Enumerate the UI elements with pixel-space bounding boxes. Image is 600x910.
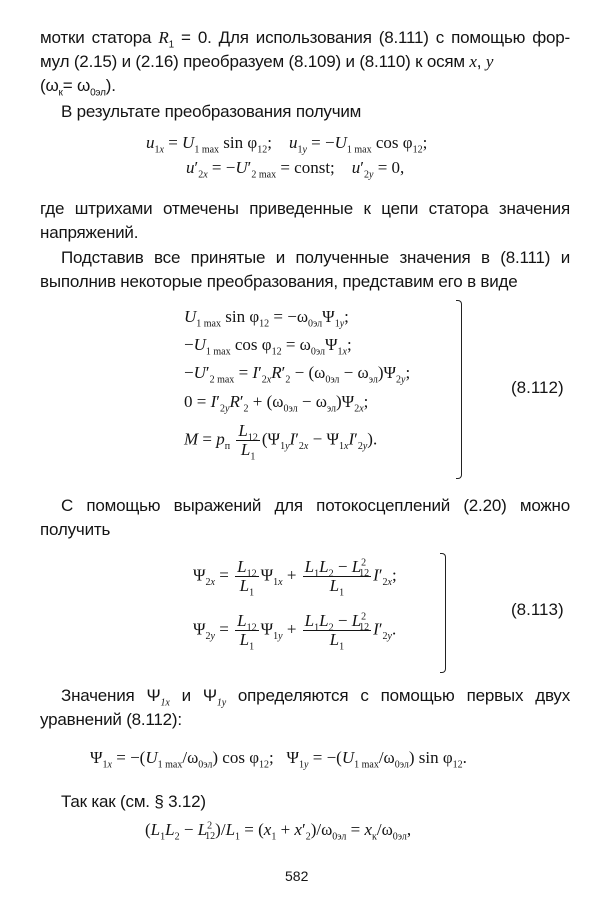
paragraph-since: Так как (см. § 3.12) — [61, 792, 206, 811]
right-brace — [440, 553, 446, 673]
equation-reactance: $(L_1L_2 - L^2_{12})/L_1 = (x_1 + x'_2)/\omega_{0эл} = x_к/\omega_{0эл}$, — [145, 820, 412, 843]
eq-8-112-line1: $U_{1 max}$ $\sin \varphi_{12} = -\omega_{0эл}\Psi_{1y}$; — [184, 307, 349, 330]
right-brace — [456, 300, 462, 479]
paragraph-primes: где штрихами отмечены приведенные к цепи статора значения напряжений. — [40, 199, 570, 242]
paragraph-intro: мотки статора $R_1 = 0$. Для использования (8.111) с помощью фор-мул (2.15) и (2.16) преобразуем (8.109) и (8.110) к осям x, y $(\omega_к= \omega_{0эл})$. — [40, 28, 571, 99]
paragraph-psi-values: Значения $\Psi_{1x}$ и $\Psi_{1y}$ определяются с помощью первых двух уравнений (8.112): — [40, 686, 571, 729]
eq-8-112-line3: $-U'_{2 max} = I'_{2x}R'_2 - (\omega_{0эл} - \omega_{эл})\Psi_{2y}$; — [184, 363, 411, 386]
eq-8-112-line5: $M = p_п$ $\frac{L_{12}}{L_1}$ $(\Psi_{1y}I'_{2x} - \Psi_{1x}I'_{2y})$. — [184, 421, 378, 463]
paragraph-result: В результате преобразования получим — [61, 102, 362, 121]
equation-voltages-line2: $u'_{2x} = -U'_{2 max}$ = const; $u'_{2y} = 0$, — [186, 158, 405, 181]
equation-number-8-113: (8.113) — [511, 600, 564, 619]
equation-voltages-line1: $u_{1x} = U_{1 max}$ $\sin \varphi_{12}$; $u_{1y} = -U_{1 max}$ $\cos \varphi_{12}$; — [146, 133, 428, 156]
equation-psi1: $\Psi_{1x} = -(U_{1 max}/\omega_{0эл})$ $\cos \varphi_{12}$; $\Psi_{1y} = -(U_{1 max}/\omega_{0эл})$ $\sin \varphi_{12}$. — [90, 748, 467, 771]
page-number: 582 — [285, 868, 309, 884]
paragraph-flux-linkages: С помощью выражений для потокосцеплений (2.20) можно получить — [40, 496, 570, 539]
paragraph-substitute: Подставив все принятые и полученные значения в (8.111) и выполнив некоторые преобразования, представим его в виде — [40, 248, 570, 291]
eq-8-112-line2: $-U_{1 max}$ $\cos \varphi_{12} = \omega_{0эл}\Psi_{1x}$; — [184, 335, 352, 358]
math-R1: $R_1$ — [158, 28, 174, 51]
eq-8-113-line1: $\Psi_{2x}$ = $\frac{L_{12}}{L_1}$ $\Psi_{1x}$ + $\frac{L_1L_2 - L^2_{12}}{L_1}$ $I'_{2x}$; — [193, 557, 397, 599]
equation-number-8-112: (8.112) — [511, 378, 564, 397]
eq-8-113-line2: $\Psi_{2y}$ = $\frac{L_{12}}{L_1}$ $\Psi_{1y}$ + $\frac{L_1L_2 - L^2_{12}}{L_1}$ $I'_{2y}$. — [193, 611, 397, 653]
eq-8-112-line4: $0 = I'_{2y}R'_2 + (\omega_{0эл} - \omega_{эл})\Psi_{2x}$; — [184, 392, 369, 415]
